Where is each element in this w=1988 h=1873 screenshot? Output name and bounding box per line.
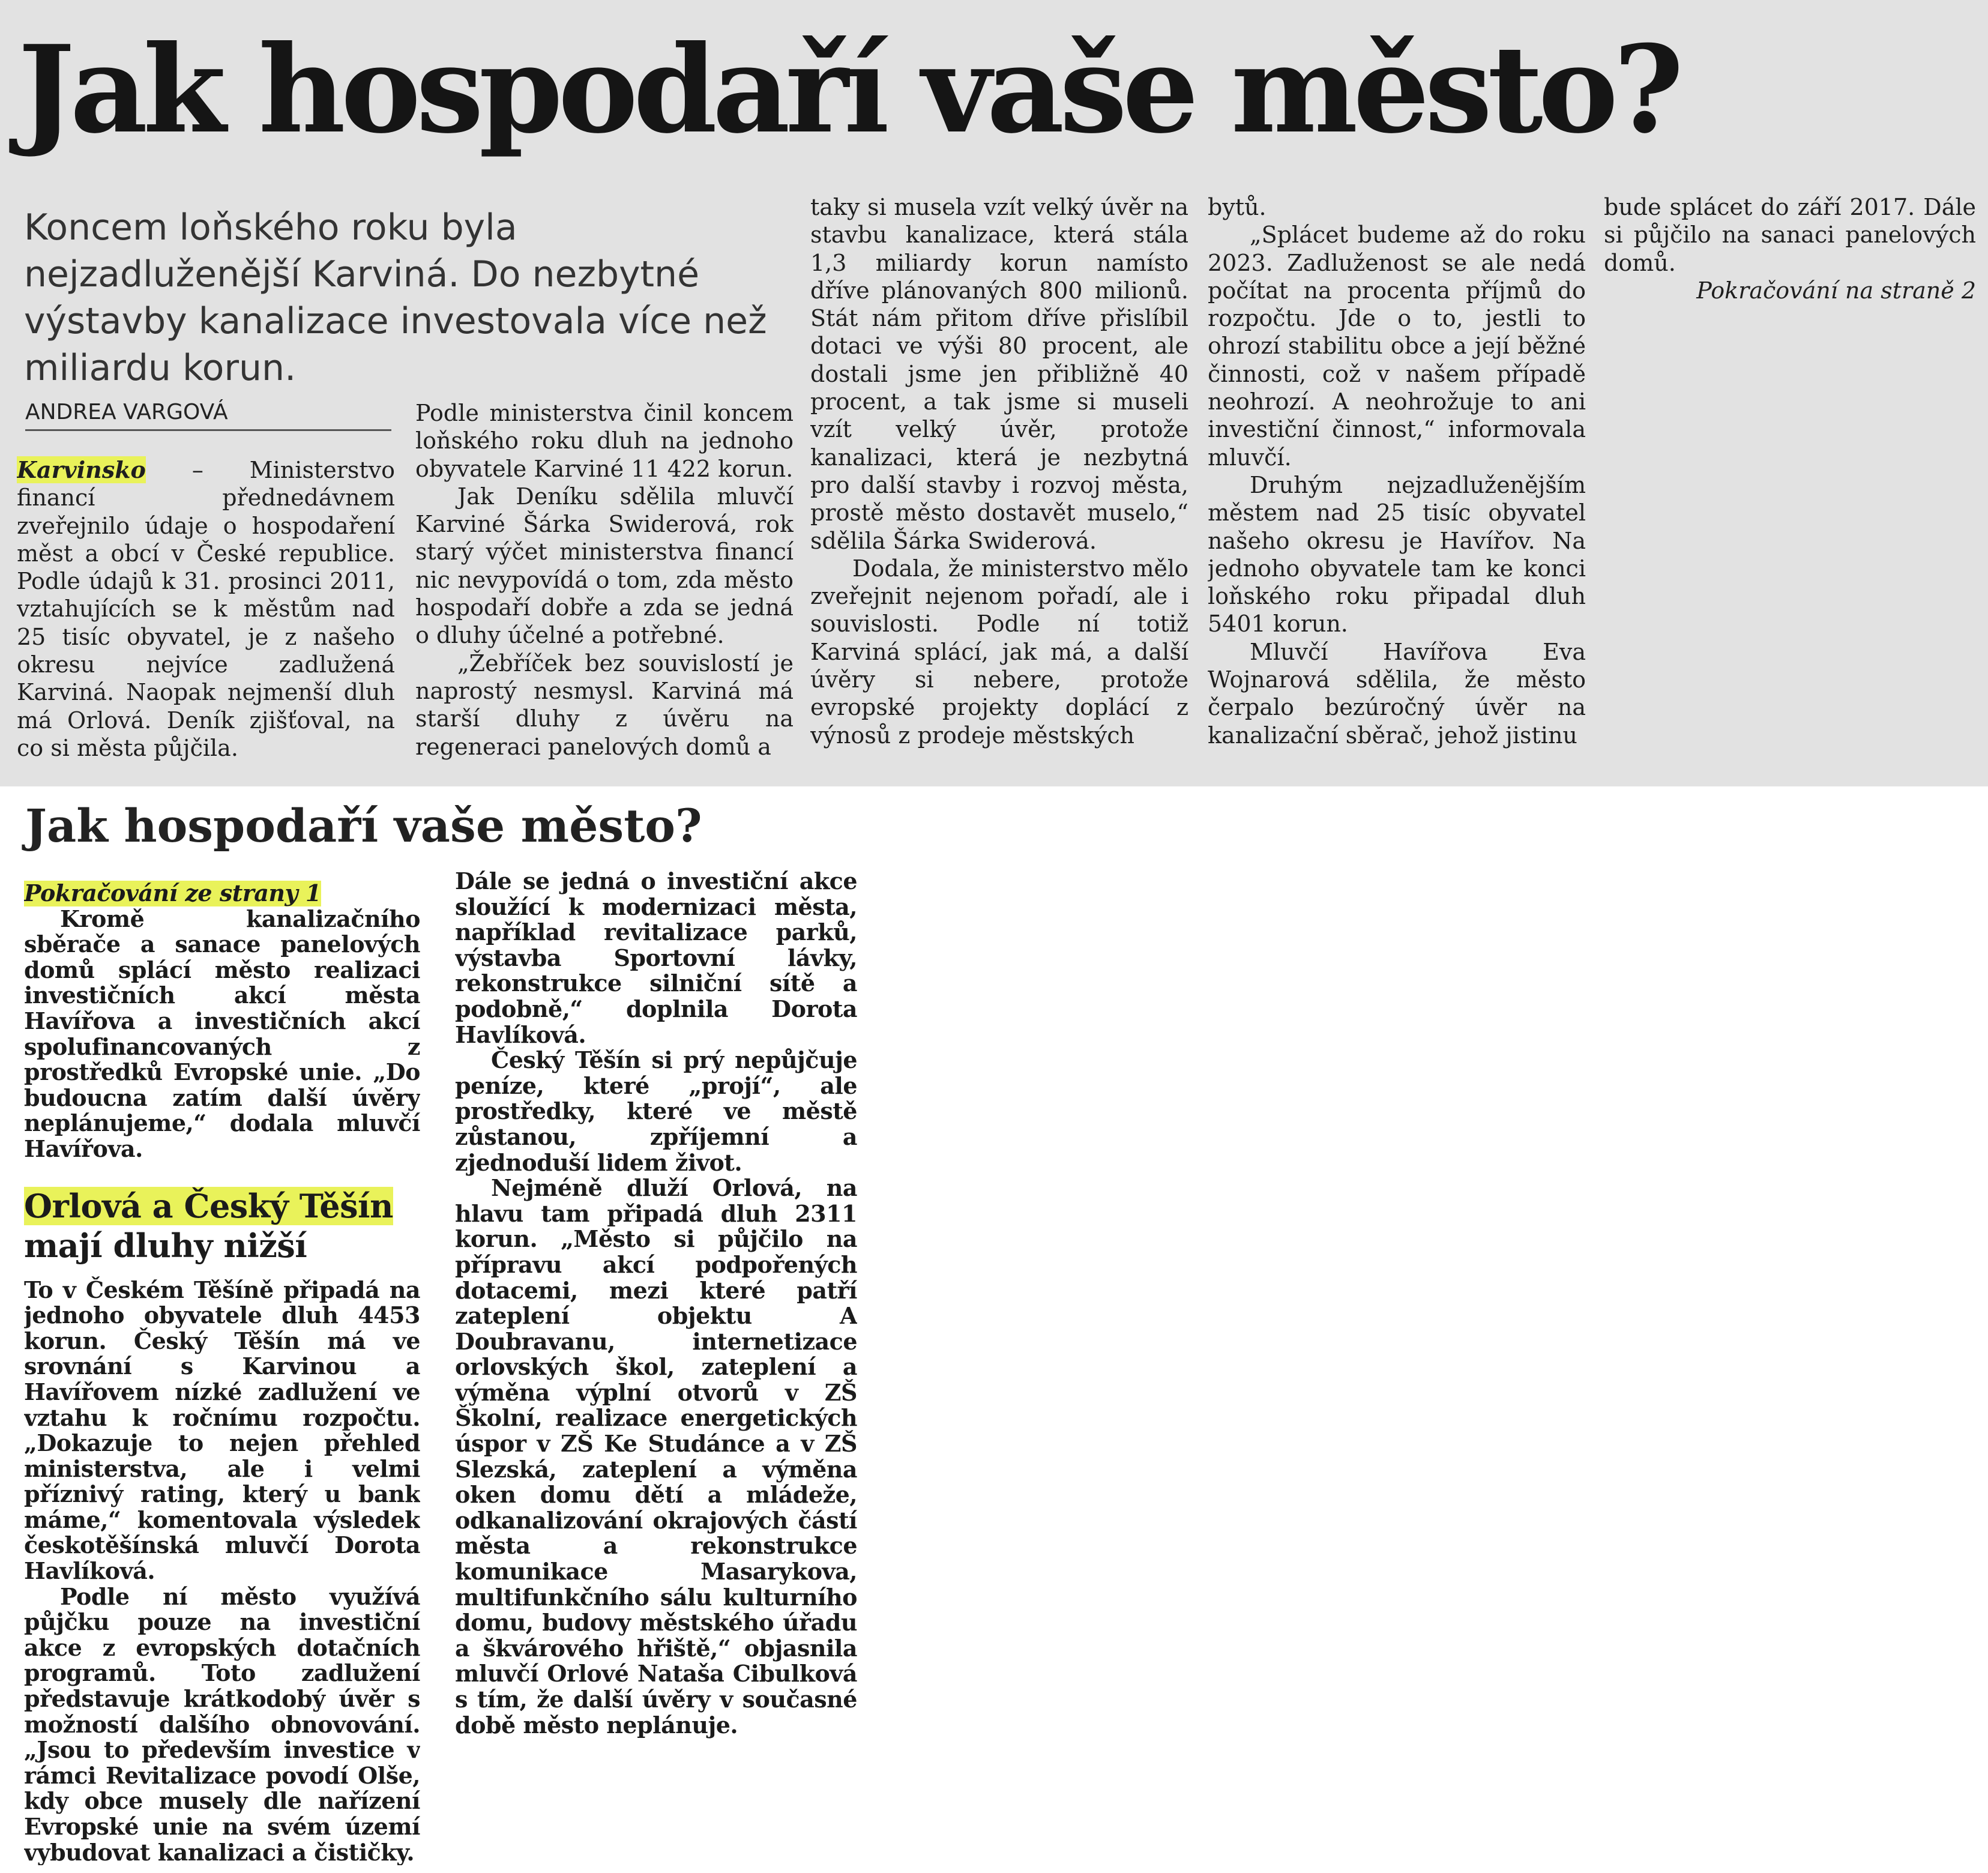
headline: Jak hospodaří vaše město?	[18, 19, 1679, 160]
article-paragraph	[1208, 471, 1586, 638]
text-run: Podle ní město využívá půjčku pouze na investiční akce z evropských dotačních programů. Toto zadlužení představuje krátkodobý úvěr s možností dalšího obnovování. „Jsou to především investice v rámci Revitalizace povodí Olše, kdy obce musely dle nařízení Evropské unie na svém území vybudovat kanalizaci a čističky.	[24, 1582, 420, 1865]
article-paragraph	[24, 906, 420, 1162]
text-column	[810, 193, 1188, 770]
article-paragraph	[455, 1048, 857, 1175]
text-run: Dodala, že ministerstvo mělo zveřejnit nejenom pořadí, ale i souvislosti. Podle ní totiž Karviná splácí, jak má, a další úvěry si nebere, protože evropské projekty doplácí z výnosů z prodeje městských	[810, 555, 1188, 749]
article-paragraph-continued	[455, 869, 857, 1048]
article-paragraph	[810, 555, 1188, 749]
article-paragraph	[415, 483, 794, 650]
front-page-clipping	[0, 0, 1988, 786]
article-paragraph	[415, 650, 794, 761]
continued-from-label: Pokračování ze strany 1	[24, 881, 321, 906]
text-run: Český Těšín si prý nepůjčuje peníze, které „projí“, ale prostředky, které ve městě zůstanou, zpříjemní a zjednoduší lidem život.	[455, 1046, 857, 1176]
continuation-headline: Jak hospodaří vaše město?	[25, 799, 702, 852]
text-column	[1604, 193, 1976, 770]
text-run: bude splácet do září 2017. Dále si půjčilo na sanaci panelových domů.	[1604, 194, 1976, 276]
text-run: Druhým nejzadluženějším městem nad 25 tisíc obyvatel našeho okresu je Havířov. Na jednoho obyvatele tam ke konci loňského roku připadal dluh 5401 korun.	[1208, 471, 1586, 638]
text-run: Kromě kanalizačního sběrače a sanace panelových domů splácí město realizaci investičních akcí města Havířova a investičních akcí spolufinancovaných z prostředků Evropské unie. „Do budoucna zatím další úvěry neplánujeme,“ dodala mluvčí Havířova.	[24, 905, 420, 1162]
text-column	[24, 881, 420, 1865]
text-run: Jak Deníku sdělila mluvčí Karviné Šárka Swiderová, rok starý výčet ministerstva financí nic nevypovídá o tom, zda město hospodaří dobře a zda se jedná o dluhy účelné a potřebné.	[415, 483, 794, 649]
text-column	[455, 869, 857, 1865]
subheading-line-2: mají dluhy nižší	[24, 1226, 307, 1265]
article-paragraph-continued	[1604, 193, 1976, 277]
subheading-line-1: Orlová a Český Těšín	[24, 1186, 393, 1225]
article-paragraph	[455, 1175, 857, 1738]
article-paragraph-continued	[1208, 193, 1586, 221]
text-run: „Žebříček bez souvislostí je naprostý nesmysl. Karviná má starší dluhy z úvěru na regeneraci panelových domů a	[415, 650, 794, 760]
text-run: bytů.	[1208, 194, 1267, 220]
article-paragraph	[24, 1584, 420, 1865]
subheading	[24, 1186, 420, 1265]
article-paragraph	[1208, 638, 1586, 749]
text-column	[17, 456, 395, 768]
continued-from-page-1	[24, 881, 420, 906]
text-run: – Ministerstvo financí přednedávnem zveřejnilo údaje o hospodaření měst a obcí v České republice. Podle údajů k 31. prosinci 2011, vztahujících se k městům nad 25 tisíc obyvatel, je z našeho okresu nejvíce zadlužená Karviná. Naopak nejmenší dluh má Orlová. Deník zjišťoval, na co si města půjčila.	[17, 457, 395, 761]
article-paragraph	[1208, 221, 1586, 471]
article-paragraph	[17, 456, 395, 762]
continuation-clipping	[17, 788, 870, 1873]
article-paragraph-continued	[415, 399, 794, 483]
text-column	[1208, 193, 1586, 770]
article-paragraph-continued	[810, 193, 1188, 555]
text-run: „Splácet budeme až do roku 2023. Zadluženost se ale nedá počítat na procenta příjmů do rozpočtu. Jde o to, jestli to ohrozí stabilitu obce a její běžné činnosti, což v našem případě neohrozí. A neohrožuje to ani investiční činnost,“ informovala mluvčí.	[1208, 222, 1586, 471]
article-paragraph	[24, 1277, 420, 1584]
text-column	[415, 399, 794, 768]
text-run: taky si musela vzít velký úvěr na stavbu kanalizace, která stála 1,3 miliardy korun namísto dříve plánovaných 800 milionů. Stát nám přitom dříve přislíbil dotaci ve výši 80 procent, ale dostali jsme jen přibližně 40 procent, a tak jsme si museli vzít velký úvěr, protože kanalizaci, která je nezbytná pro další stavby i rozvoj města, prostě město dostavět muselo,“ sdělila Šárka Swiderová.	[810, 194, 1188, 554]
dateline-karvinsko: Karvinsko	[17, 456, 146, 483]
continued-on-page-2: Pokračování na straně 2	[1696, 277, 1976, 304]
text-run: Podle ministerstva činil koncem loňského roku dluh na jednoho obyvatele Karviné 11 422 korun.	[415, 400, 794, 482]
text-run: Dále se jedná o investiční akce sloužící k modernizaci města, například revitalizace parků, výstavba Sportovní lávky, rekonstrukce silniční sítě a podobně,“ doplnila Dorota Havlíková.	[455, 869, 857, 1048]
author-byline: ANDREA VARGOVÁ	[25, 399, 391, 431]
perex: Koncem loňského roku byla nejzadluženější Karviná. Do nezbytné výstavby kanalizace investovala více než miliardu korun.	[24, 207, 767, 389]
text-run: Mluvčí Havířova Eva Wojnarová sdělila, že město čerpalo bezúročný úvěr na kanalizační sběrač, jehož jistinu	[1208, 638, 1586, 749]
text-run: Nejméně dluží Orlová, na hlavu tam připadá dluh 2311 korun. „Město si půjčilo na přípravu akcí podpořených dotacemi, mezi které patří zateplení objektu A Doubravanu, internetizace orlovských škol, zateplení a výměna výplní otvorů v ZŠ Školní, realizace energetických úspor v ZŠ Ke Studánce a v ZŠ Slezská, zateplení a výměna oken domu dětí a mládeže, odkanalizování okrajových částí města a rekonstrukce komunikace Masarykova, multifunkčního sálu kulturního domu, budovy městského úřadu a škvárového hřiště,“ objasnila mluvčí Orlové Nataša Cibulková s tím, že další úvěry v současné době město neplánuje.	[455, 1174, 857, 1739]
text-run: To v Českém Těšíně připadá na jednoho obyvatele dluh 4453 korun. Český Těšín má ve srovnání s Karvinou a Havířovem nízké zadlužení ve vztahu k ročnímu rozpočtu. „Dokazuje to nejen přehled ministerstva, ale i velmi příznivý rating, který u bank máme,“ komentovala výsledek českotěšínská mluvčí Dorota Havlíková.	[24, 1276, 420, 1585]
